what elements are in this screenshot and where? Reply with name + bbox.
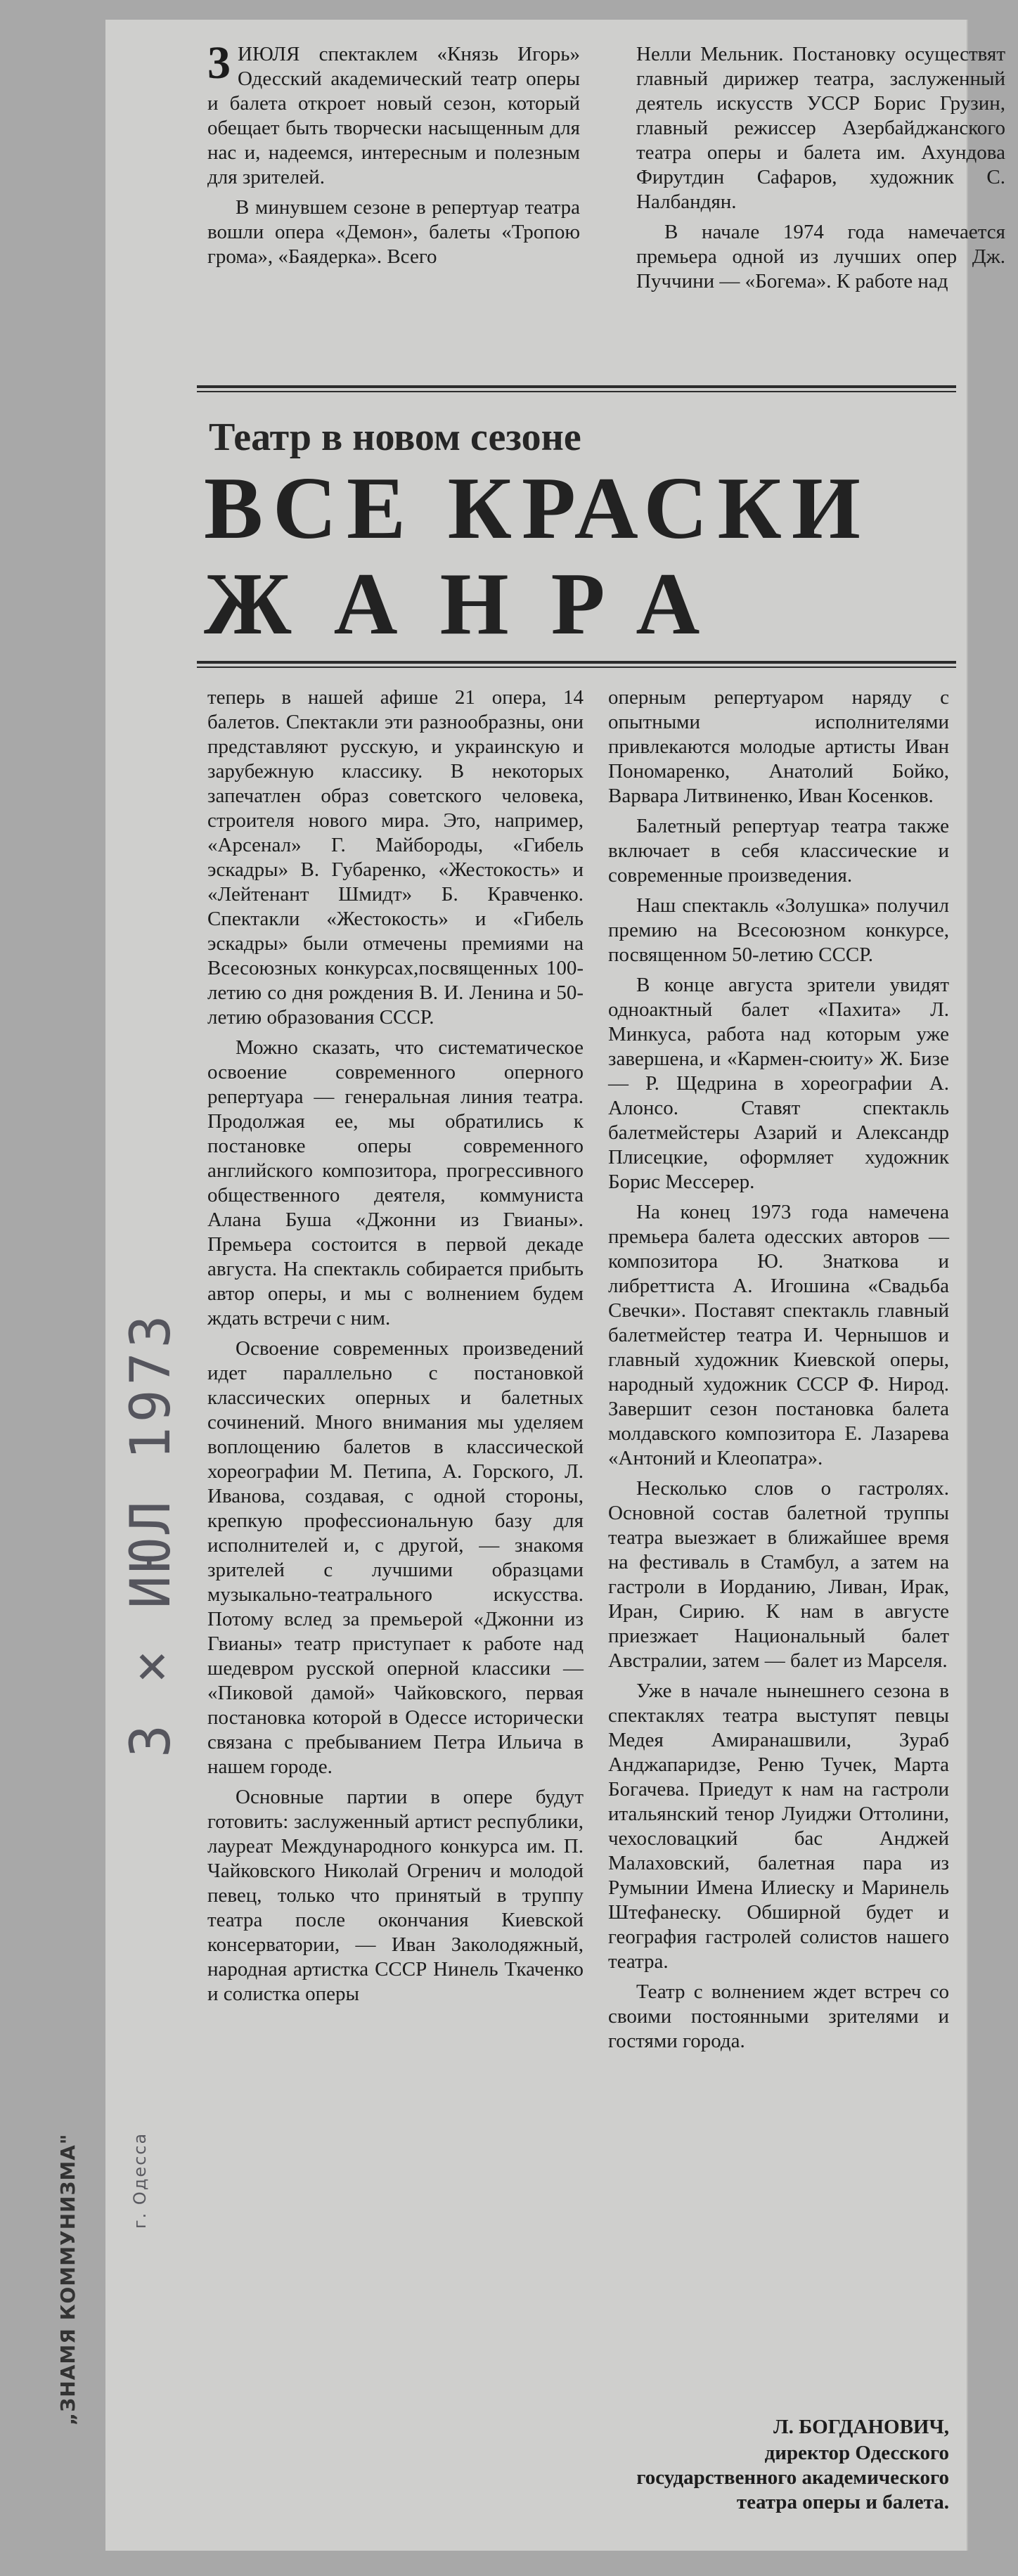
intro-paragraph: Нелли Мельник. Постановку осуществят главный дирижер театра, заслуженный деятель искусств УССР Борис Грузин, главный режиссер Азербайджанского театра оперы и балета им. Ахундова Фирутдин Сафаров, художник С. Налбандян. <box>636 43 1005 213</box>
body-paragraph: Освоение современных произведений идет параллельно с постановкой классических оперных и балетных сочинений. Много внимания мы уделяем воплощению балетов в классической хореографии М. Петипа, А. Горского, Л. Иванова, создавая, с одной стороны, крепкую профессиональную базу для исполнителей и, с другой, — знакомя зрителей с лучшими образцами музыкально-театрального искусства. Потому вслед за премьерой «Джонни из Гвианы» театр приступает к работе над шедевром русской оперной классики — «Пиковой дамой» Чайковского, первая постановка которой в Одессе исторически связана с пребыванием Петра Ильича в нашем городе. <box>207 1337 584 1778</box>
top-rule-thin <box>197 391 956 392</box>
body-paragraph: Основные партии в опере будут готовить: заслуженный артист республики, лауреат Международного конкурса им. П. Чайковского Николай Огренич и молодой певец, только что принятый в труппу театра после окончания Киевской консерватории, — Иван Заколодяжный, народная артистка СССР Нинель Ткаченко и солистка оперы <box>207 1786 584 2005</box>
body-paragraph: Балетный репертуар театра также включает в себя классические и современные произведения. <box>608 815 949 887</box>
top-rule <box>197 385 956 388</box>
intro-paragraph: 3 ИЮЛЯ спектаклем «Князь Игорь» Одесский академический театр оперы и балета откроет новый сезон, который обещает быть творчески насыщенным для нас и, надеемся, интересным и полезным для зрителей. <box>207 37 580 188</box>
intro-column-2 <box>636 42 1005 300</box>
body-paragraph: В конце августа зрители увидят одноактный балет «Пахита» Л. Минкуса, работа над которым уже завершена, и «Кармен-сюиту» Ж. Бизе — Р. Щедрина в хореографии А. Алонсо. Ставят спектакль балетмейстеры Азарий и Александр Плисецкие, оформляет художник Борис Мессерер. <box>608 974 949 1193</box>
drop-cap: 3 <box>207 37 231 89</box>
body-column-2 <box>608 685 949 2059</box>
intro-paragraph: В минувшем сезоне в репертуар театра вошли опера «Демон», балеты «Тропою грома», «Баядерка». Всего <box>207 196 580 268</box>
newspaper-name: „ЗНАМЯ КОММУНИЗМА" <box>56 2133 79 2426</box>
bottom-rule-thin <box>197 666 956 668</box>
author-name: Л. БОГДАНОВИЧ, <box>773 2416 949 2438</box>
body-paragraph: оперным репертуаром наряду с опытными исполнителями привлекаются молодые артисты Иван Пономаренко, Анатолий Бойко, Варвара Литвиненко, Иван Косенков. <box>608 686 949 807</box>
body-column-1 <box>207 685 584 2012</box>
body-paragraph: Театр с волнением ждет встреч со своими постоянными зрителями и гостями города. <box>608 1981 949 2052</box>
intro-paragraph: В начале 1974 года намечается премьера одной из лучших опер Дж. Пуччини — «Богема». К работе над <box>636 221 1005 292</box>
body-paragraph: Уже в начале нынешнего сезона в спектаклях театра выступят певцы Медея Амиранашвили, Зураб Анджапаридзе, Реню Тучек, Марта Богачева. Приедут к нам на гастроли итальянский тенор Луиджи Оттолини, чехословацкий бас Анджей Малаховский, балетная пара из Румынии Имена Илиеску и Маринель Штефанеску. Обширной будет и география гастролей солистов нашего театра. <box>608 1680 949 1973</box>
headline-line-2: ЖАНРА <box>204 555 742 653</box>
bottom-rule <box>197 661 956 664</box>
body-paragraph: Несколько слов о гастролях. Основной состав балетной труппы театра выезжает в ближайшее время на фестиваль в Стамбул, а затем на гастроли в Иорданию, Ливан, Ирак, Иран, Сирию. К нам в августе приезжает Национальный балет Австралии, затем — балет из Марселя. <box>608 1477 949 1672</box>
city-label: г. Одесса <box>130 2132 150 2229</box>
body-paragraph: теперь в нашей афише 21 опера, 14 балетов. Спектакли эти разнообразны, они представляют русскую, и украинскую и зарубежную классику. В некоторых запечатлен образ советского человека, строителя нового мира. Это, например, «Арсенал» Г. Майбороды, «Гибель эскадры» В. Губаренко, «Жестокость» и «Лейтенант Шмидт» Б. Кравченко. Спектакли «Жестокость» и «Гибель эскадры» были отмечены премиями на Всесоюзных конкурсах,посвященных 100-летию со дня рождения В. И. Ленина и 50-летию образования СССР. <box>207 686 584 1029</box>
date-stamp: 3 × ИЮЛ 1973 <box>120 1310 183 1758</box>
body-paragraph: Наш спектакль «Золушка» получил премию на Всесоюзном конкурсе, посвященном 50-летию СССР. <box>608 894 949 966</box>
headline-line-1: ВСЕ КРАСКИ <box>204 460 870 558</box>
intro-column-1 <box>207 37 580 275</box>
rubric: Театр в новом сезоне <box>209 416 581 459</box>
author-title: директор Одесского государственного академического театра оперы и балета. <box>636 2442 949 2513</box>
body-paragraph: Можно сказать, что систематическое освоение современного оперного репертуара — генеральная линия театра. Продолжая ее, мы обратились к постановке оперы современного английского композитора, прогрессивного общественного деятеля, коммуниста Алана Буша «Джонни из Гвианы». Премьера состоится в первой декаде августа. На спектакль собирается прибыть автор оперы, и мы с волнением будем ждать встречи с ним. <box>207 1036 584 1329</box>
body-paragraph: На конец 1973 года намечена премьера балета одесских авторов — композитора Ю. Знаткова и либреттиста А. Игошина «Свадьба Свечки». Поставят спектакль главный балетмейстер театра И. Чернышов и главный художник Киевской оперы, народный художник СССР Ф. Нирод. Завершит сезон постановка балета молдавского композитора Е. Лазарева «Антоний и Клеопатра». <box>608 1201 949 1469</box>
